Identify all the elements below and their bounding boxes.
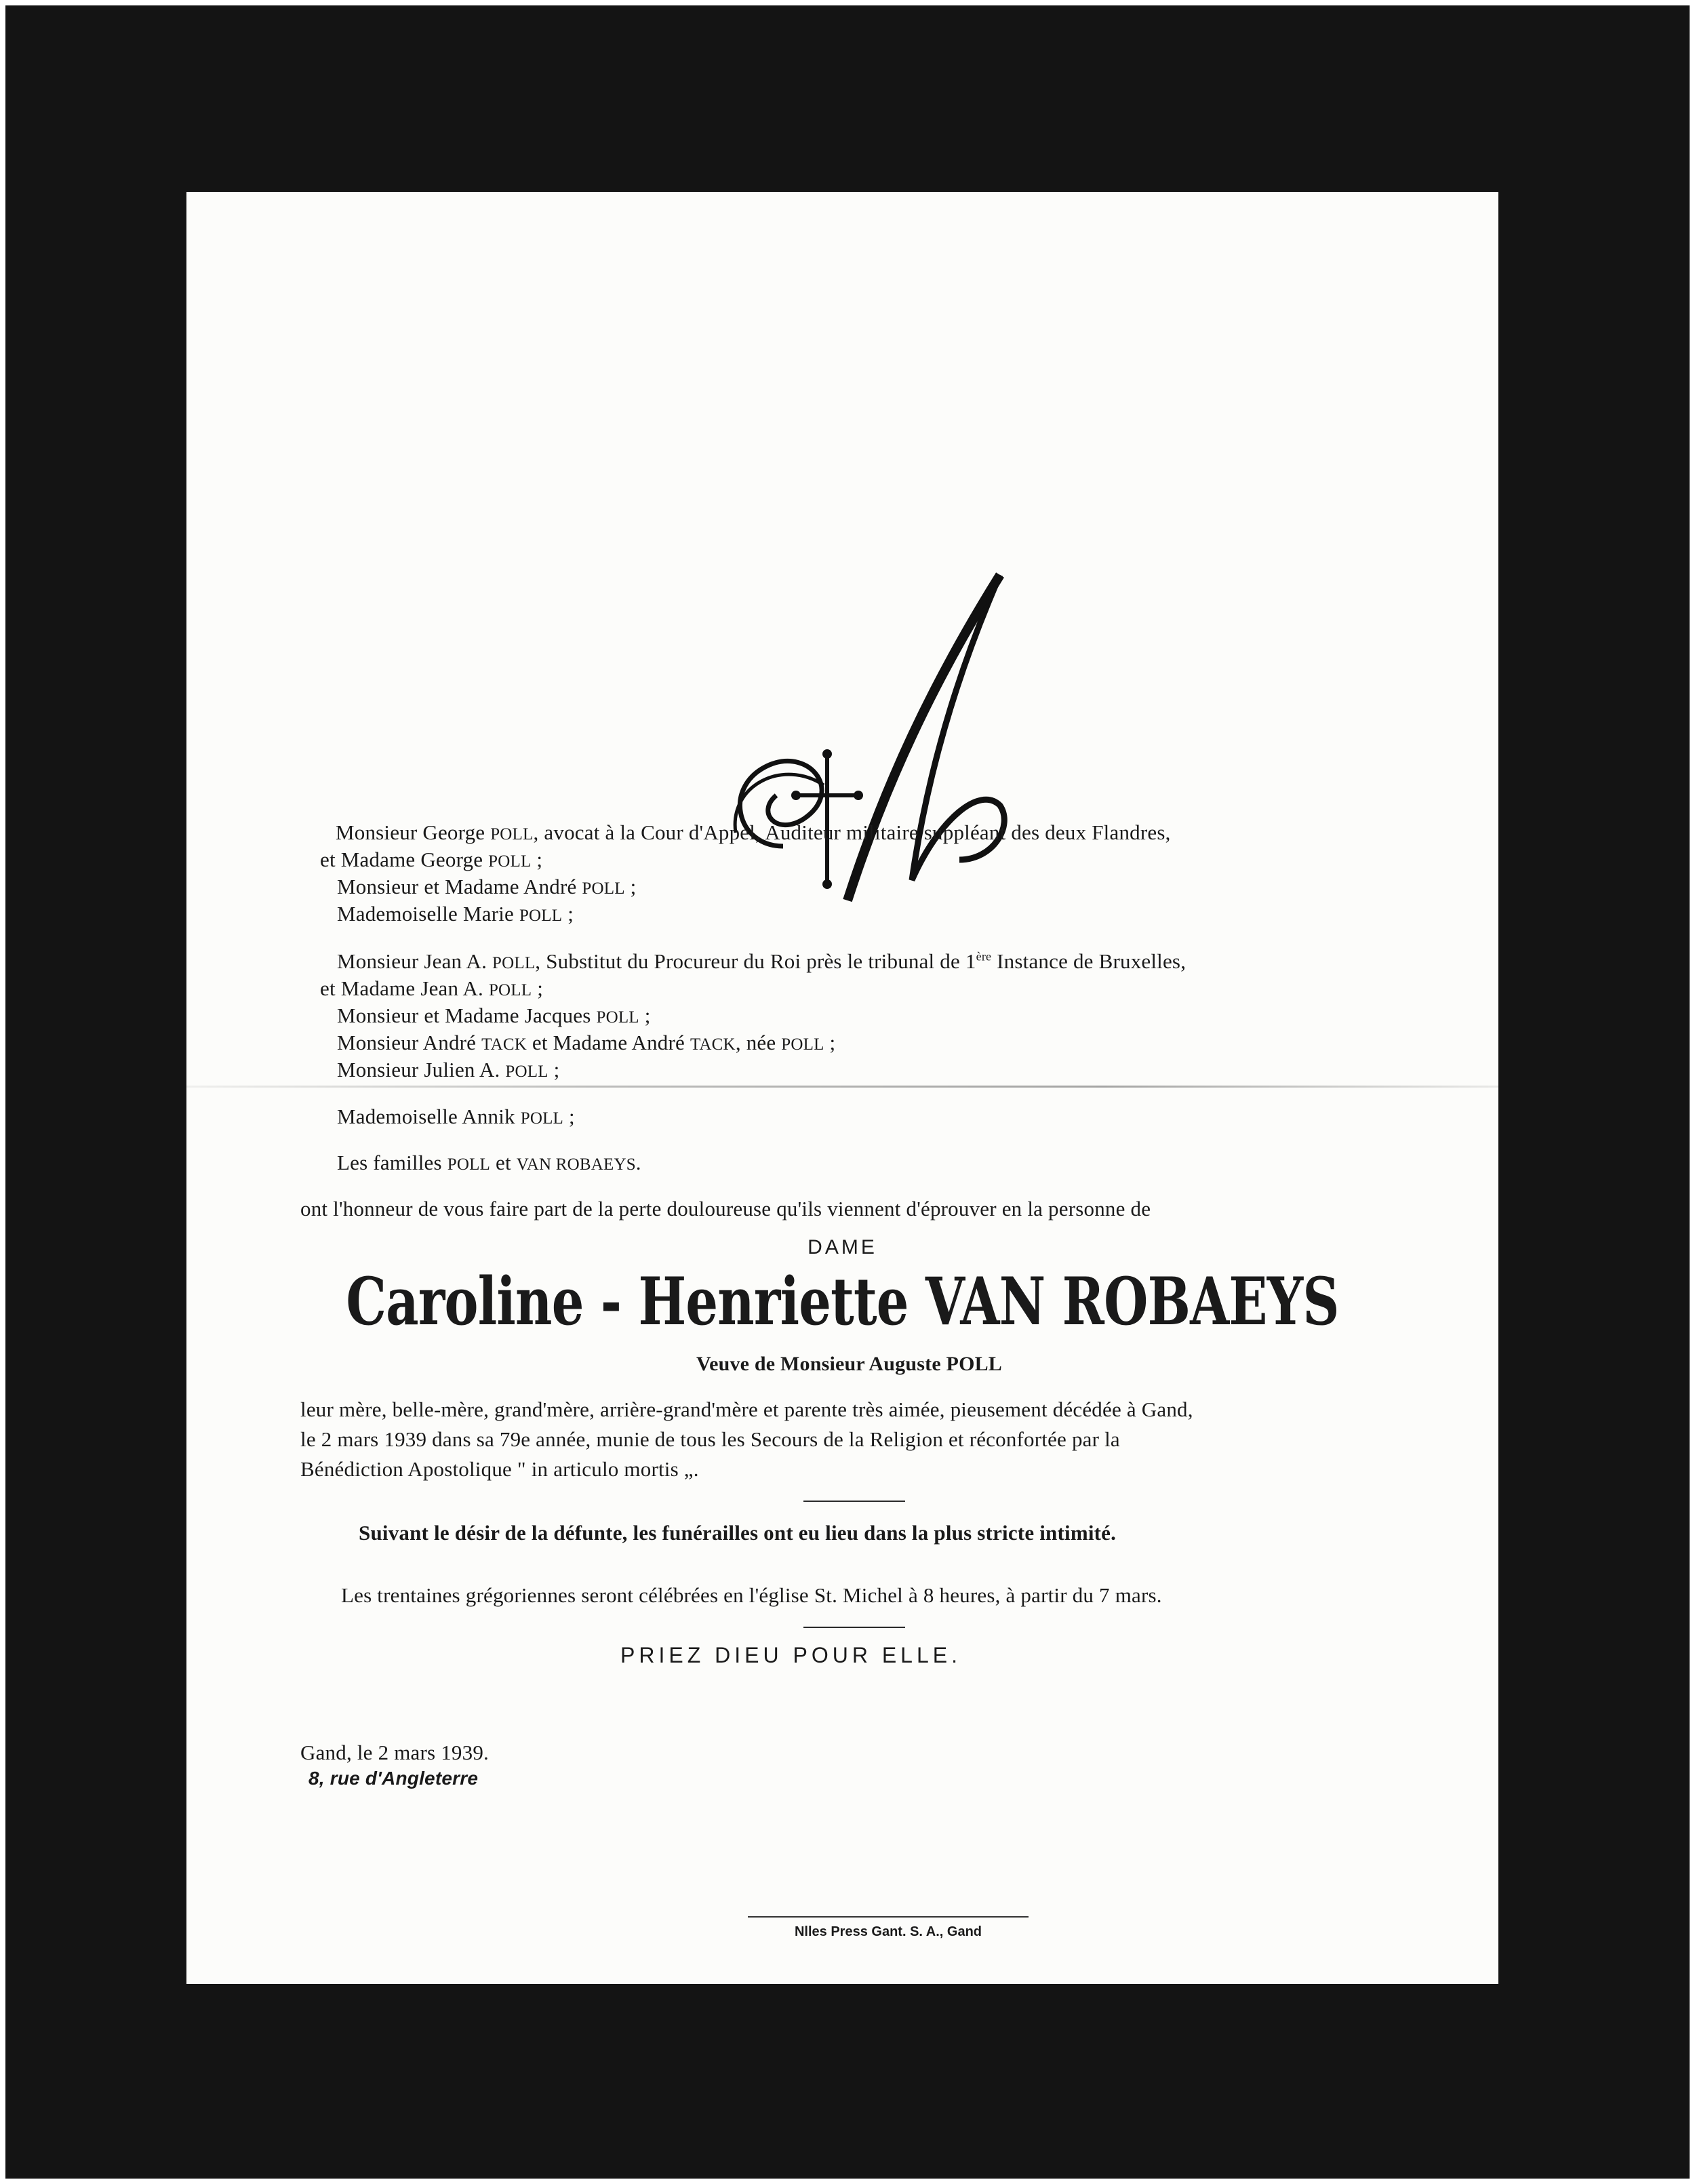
surname: VAN ROBAEYS bbox=[516, 1155, 636, 1174]
family-line-7 bbox=[337, 1004, 651, 1028]
surname: POLL bbox=[505, 1063, 549, 1081]
masses-note: Les trentaines grégoriennes seront célébrées en l'église St. Michel à 8 heures, à partir du 7 mars. bbox=[341, 1583, 1162, 1607]
text: ; bbox=[639, 1004, 651, 1027]
text: Mademoiselle Annik bbox=[337, 1105, 521, 1128]
text: , avocat à la Cour d'Appel, Auditeur militaire suppléant des deux Flandres, bbox=[533, 820, 1171, 844]
details-line-2: le 2 mars 1939 dans sa 79e année, munie de tous les Secours de la Religion et réconfortée par la bbox=[300, 1427, 1120, 1451]
details-line-1: leur mère, belle-mère, grand'mère, arrière-grand'mère et parente très aimée, pieusement décédée à Gand, bbox=[300, 1397, 1193, 1421]
surname: POLL bbox=[520, 1109, 564, 1128]
text: ; bbox=[624, 875, 637, 898]
title-dame: DAME bbox=[807, 1236, 877, 1258]
text: ; bbox=[531, 848, 543, 871]
text: , née bbox=[735, 1031, 782, 1054]
printer-imprint: Nlles Press Gant. S. A., Gand bbox=[748, 1916, 1029, 1940]
text: Monsieur George bbox=[336, 820, 491, 844]
family-line-9 bbox=[337, 1058, 559, 1082]
text: ; bbox=[824, 1031, 836, 1054]
place-date: Gand, le 2 mars 1939. bbox=[300, 1741, 489, 1764]
family-line-11 bbox=[337, 1151, 641, 1175]
family-line-10 bbox=[337, 1105, 575, 1129]
family-line-6 bbox=[320, 976, 543, 1001]
text: . bbox=[635, 1151, 641, 1174]
text: ; bbox=[548, 1058, 560, 1081]
surname: POLL bbox=[488, 852, 532, 871]
separator-rule bbox=[803, 1501, 905, 1502]
deceased-name: Caroline - Henriette VAN ROBAEYS bbox=[346, 1263, 1339, 1340]
text: Les familles bbox=[337, 1151, 447, 1174]
text: Monsieur Julien A. bbox=[337, 1058, 506, 1081]
text: et Madame George bbox=[320, 848, 489, 871]
funeral-note: Suivant le désir de la défunte, les funérailles ont eu lieu dans la plus stricte intimité. bbox=[359, 1521, 1117, 1545]
text: ; bbox=[563, 1105, 575, 1128]
announcement-text: ont l'honneur de vous faire part de la perte douloureuse qu'ils viennent d'éprouver en la personne de bbox=[300, 1197, 1151, 1220]
details-line-3: Bénédiction Apostolique " in articulo mortis „. bbox=[300, 1457, 699, 1481]
surname: TACK bbox=[690, 1035, 736, 1054]
text: Monsieur Jean A. bbox=[337, 949, 492, 973]
family-line-8 bbox=[337, 1031, 835, 1055]
superscript: ère bbox=[976, 949, 992, 964]
text: ; bbox=[562, 902, 574, 926]
text: , Substitut du Procureur du Roi près le tribunal de 1 bbox=[535, 949, 976, 973]
text: ; bbox=[532, 976, 544, 1000]
surname: TACK bbox=[481, 1035, 527, 1054]
text: Instance de Bruxelles, bbox=[991, 949, 1186, 973]
family-line-2 bbox=[320, 848, 542, 872]
surname: POLL bbox=[447, 1155, 491, 1174]
cross-monogram-icon bbox=[709, 561, 1034, 914]
text: Monsieur André bbox=[337, 1031, 482, 1054]
widow-of: Veuve de Monsieur Auguste POLL bbox=[696, 1353, 1003, 1375]
surname: POLL bbox=[781, 1035, 824, 1054]
family-line-1 bbox=[336, 820, 1171, 845]
text: Monsieur et Madame Jacques bbox=[337, 1004, 597, 1027]
prayer-line: PRIEZ DIEU POUR ELLE. bbox=[620, 1643, 961, 1667]
family-line-3 bbox=[337, 875, 637, 899]
surname: POLL bbox=[488, 981, 532, 999]
obituary-card bbox=[186, 192, 1498, 1984]
surname: POLL bbox=[582, 879, 625, 898]
family-line-5 bbox=[337, 949, 1186, 974]
text: et Madame André bbox=[526, 1031, 690, 1054]
text: Monsieur et Madame André bbox=[337, 875, 582, 898]
text: et bbox=[490, 1151, 517, 1174]
family-line-4 bbox=[337, 902, 574, 926]
text: et Madame Jean A. bbox=[320, 976, 489, 1000]
surname: POLL bbox=[490, 825, 534, 843]
separator-rule bbox=[803, 1627, 905, 1628]
address: 8, rue d'Angleterre bbox=[308, 1768, 479, 1789]
surname: POLL bbox=[492, 954, 536, 972]
surname: POLL bbox=[519, 907, 563, 925]
fold-crease bbox=[186, 1086, 1498, 1088]
surname: POLL bbox=[596, 1008, 639, 1027]
text: Mademoiselle Marie bbox=[337, 902, 519, 926]
